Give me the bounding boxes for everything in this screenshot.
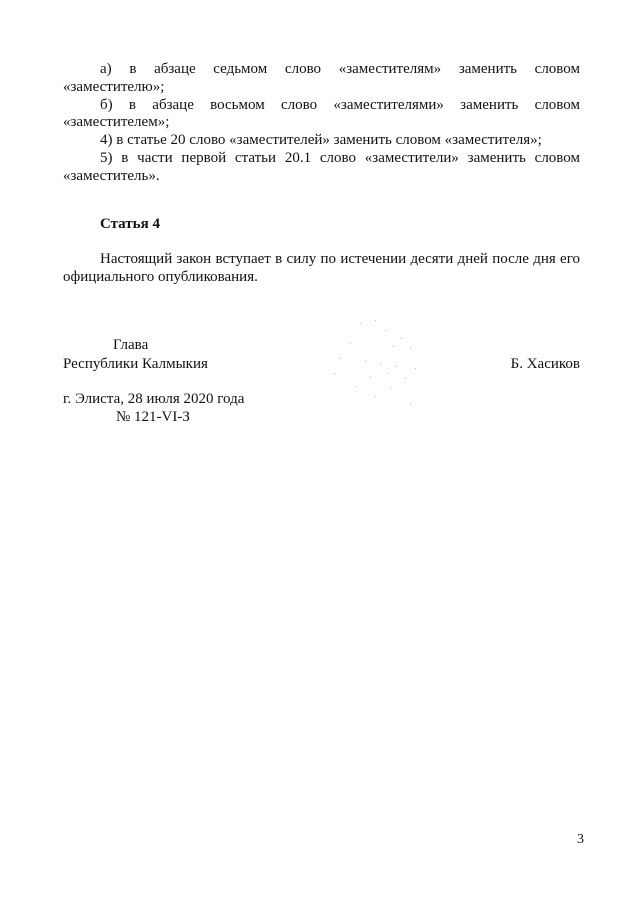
amendment-item5-line1: 5) в части первой статьи 20.1 слово «заместители» заменить словом xyxy=(100,149,580,166)
signatory-name: Б. Хасиков xyxy=(510,355,580,372)
page-number: 3 xyxy=(577,832,584,847)
signatory-row xyxy=(63,355,580,373)
article-text-line2: официального опубликования. xyxy=(63,269,258,286)
place-and-date: г. Элиста, 28 июля 2020 года xyxy=(63,390,245,407)
amendment-a-line2: «заместителю»; xyxy=(63,78,165,95)
amendment-item5-line2: «заместитель». xyxy=(63,167,160,184)
amendment-b-line2: «заместителем»; xyxy=(63,114,170,131)
document-body xyxy=(63,61,580,426)
signatory-title-line2: Республики Калмыкия xyxy=(63,355,208,372)
signatory-title-line1: Глава xyxy=(113,336,149,353)
amendment-item4: 4) в статье 20 слово «заместителей» заменить словом «заместителя»; xyxy=(100,132,542,149)
law-number: № 121-VI-З xyxy=(116,408,190,425)
amendment-a-line1: а) в абзаце седьмом слово «заместителям» заменить словом xyxy=(100,61,580,77)
article-text-line1: Настоящий закон вступает в силу по истечении десяти дней после дня его xyxy=(100,251,580,268)
article-heading: Статья 4 xyxy=(100,215,160,232)
amendment-b-line1: б) в абзаце восьмом слово «заместителями» заменить словом xyxy=(100,96,580,113)
